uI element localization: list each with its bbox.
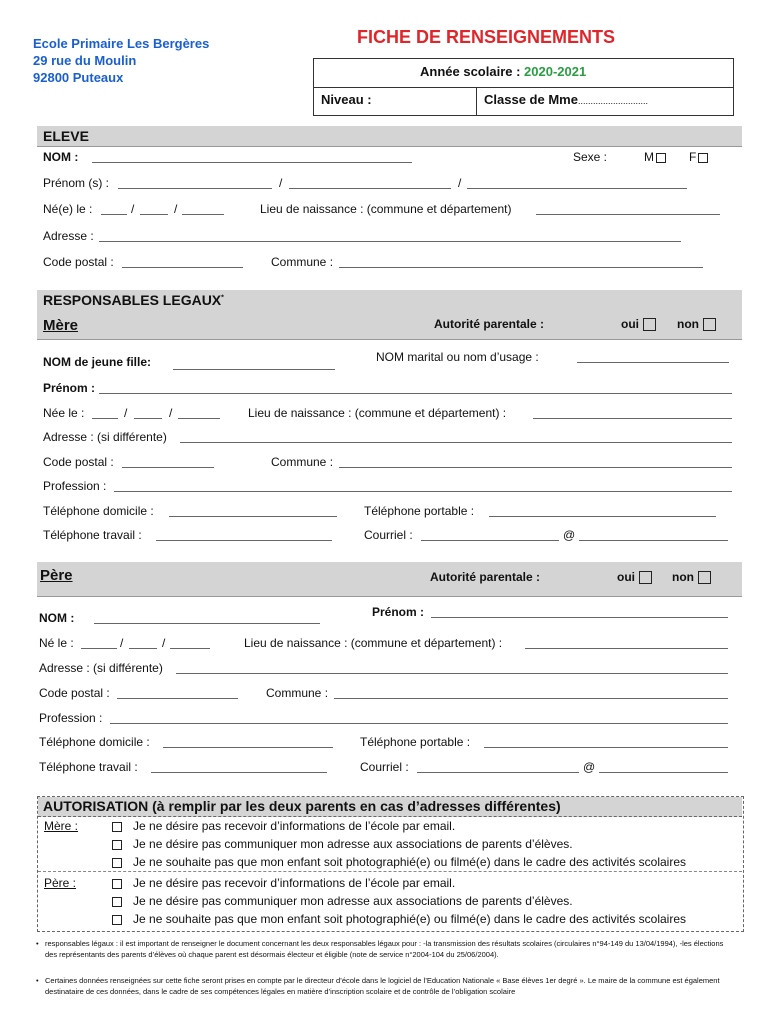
eleve-bar bbox=[37, 126, 742, 147]
pere-email-user[interactable] bbox=[417, 772, 579, 773]
classe-label: Classe de Mme............................ bbox=[484, 92, 648, 107]
footnote-2: • Certaines données renseignées sur cette fiche seront prises en compte par le directeur d’école dans le logiciel de l’Education Nationale « Base élèves 1er degré ». Le maire de la commune est également destinataire de ces données, dans le cadre de ses compétences légales en matière d’inscription scolaire et de contrôle de l’obligation scolaire bbox=[36, 976, 720, 996]
birth-year-field[interactable] bbox=[182, 214, 224, 215]
checkbox-icon[interactable] bbox=[698, 571, 711, 584]
mere-email-user[interactable] bbox=[421, 540, 559, 541]
prenom1-field[interactable] bbox=[118, 188, 272, 189]
at-sign: @ bbox=[583, 760, 596, 774]
slash: / bbox=[279, 176, 283, 190]
eleve-adresse-label: Adresse : bbox=[43, 229, 94, 243]
pere-birth-month[interactable] bbox=[129, 648, 157, 649]
pere-autorite-non[interactable]: non bbox=[672, 570, 711, 584]
pere-nom-field[interactable] bbox=[94, 623, 320, 624]
mere-profession-field[interactable] bbox=[114, 491, 732, 492]
auth-pere-opt2[interactable]: Je ne désire pas communiquer mon adresse aux associations de parents d’élèves. bbox=[110, 894, 573, 908]
school-year: Année scolaire : 2020-2021 bbox=[420, 64, 587, 79]
mere-autorite-non[interactable]: non bbox=[677, 317, 716, 331]
eleve-prenom-label: Prénom (s) : bbox=[43, 176, 110, 190]
checkbox-icon[interactable] bbox=[112, 822, 122, 832]
autorisation-divider bbox=[38, 871, 742, 872]
eleve-heading: ELEVE bbox=[43, 128, 89, 144]
sexe-label: Sexe : bbox=[573, 150, 608, 164]
page-title: FICHE DE RENSEIGNEMENTS bbox=[357, 27, 616, 47]
pere-email-domain[interactable] bbox=[599, 772, 728, 773]
eleve-commune-label: Commune : bbox=[271, 255, 334, 269]
mere-email-domain[interactable] bbox=[579, 540, 728, 541]
pere-adresse-field[interactable] bbox=[176, 673, 728, 674]
nom-marital-field[interactable] bbox=[577, 362, 729, 363]
eleve-cp-field[interactable] bbox=[122, 267, 243, 268]
nom-marital-label: NOM marital ou nom d’usage : bbox=[376, 350, 539, 364]
nom-jf-label: NOM de jeune fille: bbox=[43, 355, 152, 369]
auth-pere-opt3[interactable]: Je ne souhaite pas que mon enfant soit photographié(e) ou filmé(e) dans le cadre des activités scolaires bbox=[110, 912, 686, 926]
eleve-cp-label: Code postal : bbox=[43, 255, 114, 269]
school-city: 92800 Puteaux bbox=[33, 70, 124, 85]
slash: / bbox=[169, 406, 173, 420]
at-sign: @ bbox=[563, 528, 576, 542]
mere-birth-day[interactable] bbox=[92, 418, 118, 419]
school-name: Ecole Primaire Les Bergères bbox=[33, 36, 210, 51]
pere-nom-label: NOM : bbox=[39, 611, 75, 625]
pere-prenom-field[interactable] bbox=[431, 617, 728, 618]
responsables-heading: RESPONSABLES LEGAUX* bbox=[43, 292, 224, 308]
mere-commune-label: Commune : bbox=[271, 455, 334, 469]
mere-birth-month[interactable] bbox=[134, 418, 162, 419]
mere-profession-label: Profession : bbox=[43, 479, 107, 493]
checkbox-icon[interactable] bbox=[698, 153, 708, 163]
checkbox-icon[interactable] bbox=[112, 840, 122, 850]
pere-tel-port-label: Téléphone portable : bbox=[360, 735, 471, 749]
slash: / bbox=[120, 636, 124, 650]
mere-autorite-oui[interactable]: oui bbox=[621, 317, 656, 331]
nom-jf-field[interactable] bbox=[173, 369, 335, 370]
slash: / bbox=[162, 636, 166, 650]
slash: / bbox=[458, 176, 462, 190]
birth-place-field[interactable] bbox=[536, 214, 720, 215]
mere-tel-dom-label: Téléphone domicile : bbox=[43, 504, 154, 518]
slash: / bbox=[124, 406, 128, 420]
pere-lieu-field[interactable] bbox=[525, 648, 728, 649]
mere-commune-field[interactable] bbox=[339, 467, 732, 468]
mere-tel-dom-field[interactable] bbox=[169, 516, 337, 517]
mere-birth-year[interactable] bbox=[178, 418, 220, 419]
footnote-1: • responsables légaux : il est important de renseigner le document concernant les deux responsables légaux pour : -la transmission des résultats scolaires (circulaires n°94-149 du 13/04/1994), -les élections des représentants des parents d’élèves où chaque parent est désormais électeur et éligible (note de service n°2004-104 du 25/06/2004). bbox=[36, 939, 724, 959]
eleve-lieu-label: Lieu de naissance : (commune et département) bbox=[260, 202, 512, 216]
pere-lieu-label: Lieu de naissance : (commune et département) : bbox=[244, 636, 503, 650]
school-street: 29 rue du Moulin bbox=[33, 53, 137, 68]
checkbox-icon[interactable] bbox=[703, 318, 716, 331]
pere-tel-dom-label: Téléphone domicile : bbox=[39, 735, 150, 749]
mere-cp-field[interactable] bbox=[122, 467, 214, 468]
pere-profession-field[interactable] bbox=[110, 723, 728, 724]
mere-prenom-label: Prénom : bbox=[43, 381, 96, 395]
pere-ne-label: Né le : bbox=[39, 636, 74, 650]
mere-tel-trav-label: Téléphone travail : bbox=[43, 528, 142, 542]
sexe-m[interactable]: M bbox=[644, 150, 667, 164]
checkbox-icon[interactable] bbox=[112, 879, 122, 889]
mere-lieu-label: Lieu de naissance : (commune et département) : bbox=[248, 406, 507, 420]
birth-day-field[interactable] bbox=[101, 214, 127, 215]
eleve-nom-label: NOM : bbox=[43, 150, 79, 164]
autorisation-heading: AUTORISATION (à remplir par les deux parents en cas d’adresses différentes) bbox=[43, 798, 561, 814]
auth-mere-label: Mère : bbox=[44, 819, 79, 833]
mere-lieu-field[interactable] bbox=[533, 418, 732, 419]
pere-birth-day[interactable] bbox=[81, 648, 117, 649]
pere-tel-trav-field[interactable] bbox=[151, 772, 327, 773]
eleve-commune-field[interactable] bbox=[339, 267, 703, 268]
mere-autorite-label: Autorité parentale : bbox=[434, 317, 545, 331]
mere-prenom-field[interactable] bbox=[99, 393, 732, 394]
mere-adresse-label: Adresse : (si différente) bbox=[43, 430, 167, 444]
eleve-ne-label: Né(e) le : bbox=[43, 202, 93, 216]
sexe-f[interactable]: F bbox=[689, 150, 709, 164]
checkbox-icon[interactable] bbox=[112, 897, 122, 907]
pere-birth-year[interactable] bbox=[170, 648, 210, 649]
pere-heading: Père bbox=[40, 567, 73, 584]
pere-tel-trav-label: Téléphone travail : bbox=[39, 760, 138, 774]
slash: / bbox=[174, 202, 178, 216]
pere-autorite-oui[interactable]: oui bbox=[617, 570, 652, 584]
pere-tel-port-field[interactable] bbox=[484, 747, 728, 748]
checkbox-icon[interactable] bbox=[639, 571, 652, 584]
mere-adresse-field[interactable] bbox=[180, 442, 732, 443]
pere-courriel-label: Courriel : bbox=[360, 760, 409, 774]
pere-cp-label: Code postal : bbox=[39, 686, 110, 700]
mere-tel-port-label: Téléphone portable : bbox=[364, 504, 475, 518]
mere-cp-label: Code postal : bbox=[43, 455, 114, 469]
pere-tel-dom-field[interactable] bbox=[163, 747, 333, 748]
checkbox-icon[interactable] bbox=[656, 153, 666, 163]
pere-adresse-label: Adresse : (si différente) bbox=[39, 661, 163, 675]
auth-pere-label: Père : bbox=[44, 876, 77, 890]
pere-cp-field[interactable] bbox=[117, 698, 238, 699]
birth-month-field[interactable] bbox=[140, 214, 168, 215]
mere-tel-port-field[interactable] bbox=[489, 516, 716, 517]
slash: / bbox=[131, 202, 135, 216]
mere-nee-label: Née le : bbox=[43, 406, 85, 420]
auth-mere-opt1[interactable]: Je ne désire pas recevoir d’informations de l’école par email. bbox=[110, 819, 455, 833]
auth-mere-opt2[interactable]: Je ne désire pas communiquer mon adresse aux associations de parents d’élèves. bbox=[110, 837, 573, 851]
pere-commune-field[interactable] bbox=[334, 698, 728, 699]
niveau-label: Niveau : bbox=[321, 92, 372, 107]
checkbox-icon[interactable] bbox=[643, 318, 656, 331]
prenom3-field[interactable] bbox=[467, 188, 687, 189]
auth-pere-opt1[interactable]: Je ne désire pas recevoir d’informations de l’école par email. bbox=[110, 876, 455, 890]
auth-mere-opt3[interactable]: Je ne souhaite pas que mon enfant soit photographié(e) ou filmé(e) dans le cadre des activités scolaires bbox=[110, 855, 686, 869]
prenom2-field[interactable] bbox=[289, 188, 451, 189]
pere-commune-label: Commune : bbox=[266, 686, 329, 700]
pere-autorite-label: Autorité parentale : bbox=[430, 570, 541, 584]
eleve-adresse-field[interactable] bbox=[99, 241, 681, 242]
eleve-nom-field[interactable] bbox=[92, 162, 412, 163]
pere-prenom-label: Prénom : bbox=[372, 605, 425, 619]
checkbox-icon[interactable] bbox=[112, 858, 122, 868]
mere-heading: Mère bbox=[43, 317, 79, 334]
mere-tel-trav-field[interactable] bbox=[156, 540, 332, 541]
checkbox-icon[interactable] bbox=[112, 915, 122, 925]
pere-profession-label: Profession : bbox=[39, 711, 103, 725]
mere-courriel-label: Courriel : bbox=[364, 528, 413, 542]
